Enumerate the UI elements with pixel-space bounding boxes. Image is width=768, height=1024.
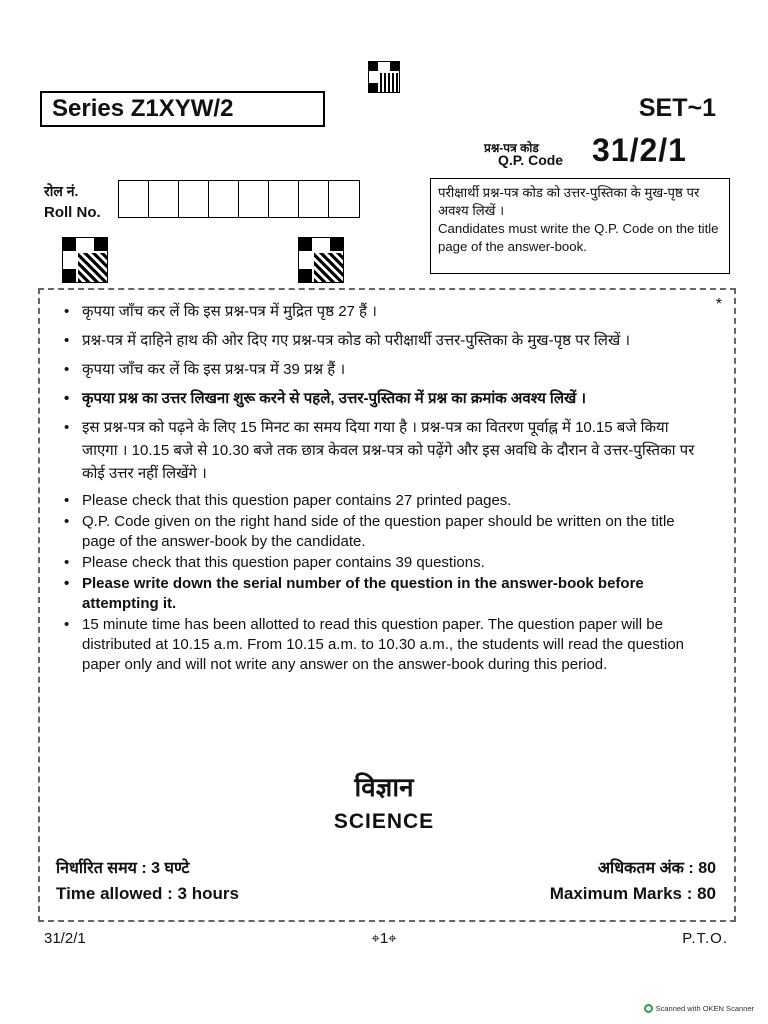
footer-page-number: ⌖1⌖ bbox=[371, 930, 397, 947]
scanner-text: Scanned with OKEN Scanner bbox=[655, 1004, 754, 1013]
star-mark: * bbox=[715, 296, 722, 313]
qr-code-middle bbox=[299, 238, 343, 282]
set-label: SET~1 bbox=[638, 94, 716, 122]
roll-digit-box[interactable] bbox=[179, 181, 209, 217]
roll-number-boxes[interactable] bbox=[118, 180, 360, 218]
roll-digit-box[interactable] bbox=[299, 181, 329, 217]
candidate-note-box bbox=[430, 178, 730, 274]
roll-digit-box[interactable] bbox=[119, 181, 149, 217]
instruction-item: • Q.P. Code given on the right hand side of the question paper should be written on the title page of the answer-book by the candidate. bbox=[62, 512, 702, 552]
instruction-item: • प्रश्न-पत्र में दाहिने हाथ की ओर दिए गए प्रश्न-पत्र कोड को परीक्षार्थी उत्तर-पुस्तिका के मुख-पृष्ठ पर लिखें । bbox=[62, 329, 702, 352]
qp-code-value: 31/2/1 bbox=[592, 132, 687, 168]
scanner-logo-icon bbox=[644, 1004, 653, 1013]
candidate-note-hindi: परीक्षार्थी प्रश्न-पत्र कोड को उत्तर-पुस्तिका के मुख-पृष्ठ पर अवश्य लिखें । bbox=[438, 185, 700, 218]
instruction-item: • 15 minute time has been allotted to read this question paper. The question paper will be distributed at 10.15 a.m. From 10.15 a.m. to 10.30 a.m., the students will read the question paper only and will not write any answer on the answer-book during this period. bbox=[62, 615, 702, 675]
max-marks-hindi: अधिकतम अंक : 80 bbox=[597, 860, 716, 877]
instruction-item: • कृपया जाँच कर लें कि इस प्रश्न-पत्र में 39 प्रश्न हैं । bbox=[62, 358, 702, 381]
instruction-item: • कृपया जाँच कर लें कि इस प्रश्न-पत्र में मुद्रित पृष्ठ 27 हैं । bbox=[62, 300, 702, 323]
time-allowed-hindi: निर्धारित समय : 3 घण्टे bbox=[56, 860, 190, 877]
qr-code-top bbox=[369, 62, 399, 92]
instructions-list bbox=[62, 300, 702, 676]
page-number: 1 bbox=[379, 930, 389, 947]
footer-pto: P.T.O. bbox=[682, 930, 728, 947]
scanner-watermark bbox=[644, 1004, 754, 1013]
instruction-item: • कृपया प्रश्न का उत्तर लिखना शुरू करने से पहले, उत्तर-पुस्तिका में प्रश्न का क्रमांक अवश्य लिखें । bbox=[62, 387, 702, 410]
roll-digit-box[interactable] bbox=[149, 181, 179, 217]
qr-code-left bbox=[63, 238, 107, 282]
roll-digit-box[interactable] bbox=[329, 181, 359, 217]
qp-code-label-english: Q.P. Code bbox=[498, 152, 564, 168]
roll-digit-box[interactable] bbox=[239, 181, 269, 217]
candidate-note-english: Candidates must write the Q.P. Code on the title page of the answer-book. bbox=[438, 221, 719, 254]
qp-code-label-hindi: प्रश्न-पत्र कोड bbox=[484, 141, 539, 155]
max-marks-english: Maximum Marks : 80 bbox=[549, 884, 716, 903]
subject-hindi: विज्ञान bbox=[354, 772, 414, 802]
roll-digit-box[interactable] bbox=[269, 181, 299, 217]
roll-digit-box[interactable] bbox=[209, 181, 239, 217]
roll-label-english: Roll No. bbox=[44, 204, 101, 221]
instruction-item: • Please check that this question paper contains 27 printed pages. bbox=[62, 491, 702, 511]
instruction-item: • Please check that this question paper contains 39 questions. bbox=[62, 553, 702, 573]
subject-english: SCIENCE bbox=[333, 810, 435, 833]
footer-qp-code: 31/2/1 bbox=[44, 930, 86, 947]
series-label: Series Z1XYW/2 bbox=[40, 91, 325, 127]
instruction-item: • इस प्रश्न-पत्र को पढ़ने के लिए 15 मिनट का समय दिया गया है । प्रश्न-पत्र का वितरण पूर्वाह्न में 10.15 बजे किया जाएगा । 10.15 बजे से 10.30 बजे तक छात्र केवल प्रश्न-पत्र को पढ़ेंगे और इस अवधि के दौरान वे उत्तर-पुस्तिका पर कोई उत्तर नहीं लिखेंगे । bbox=[62, 416, 702, 485]
instruction-item: • Please write down the serial number of the question in the answer-book before attempting it. bbox=[62, 574, 702, 614]
roll-label-hindi: रोल नं. bbox=[44, 183, 79, 199]
time-allowed-english: Time allowed : 3 hours bbox=[56, 884, 239, 903]
